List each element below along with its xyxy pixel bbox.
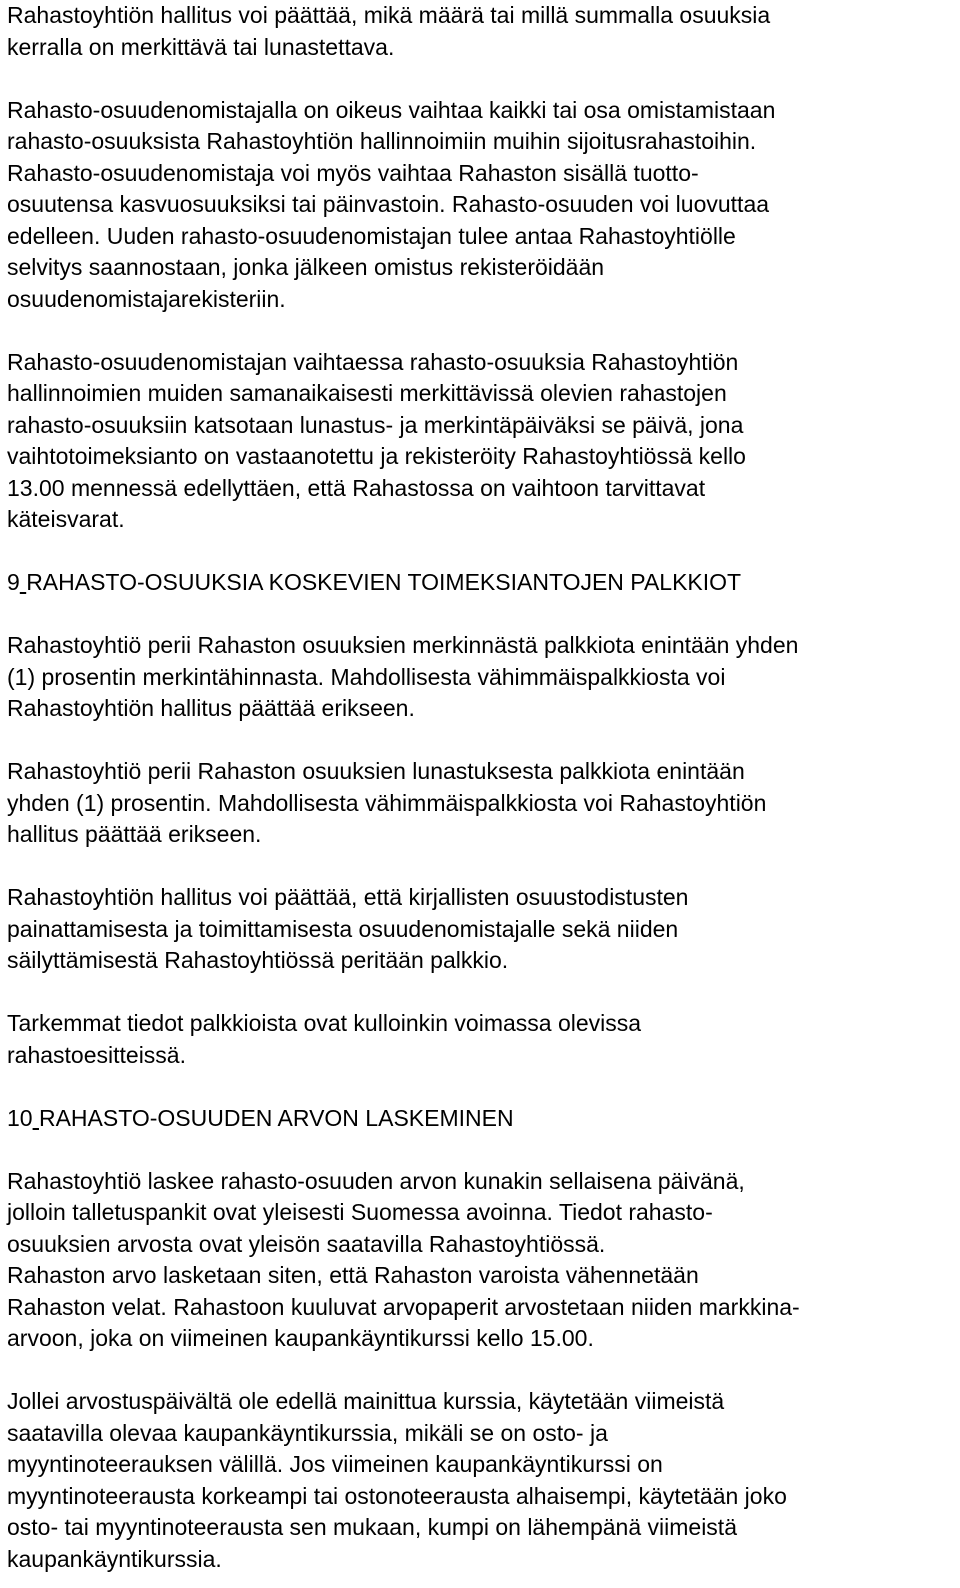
- section-title: RAHASTO-OSUUKSIA KOSKEVIEN TOIMEKSIANTOJEN PALKKIOT: [26, 569, 742, 595]
- text-line: säilyttämisestä Rahastoyhtiössä peritään palkkio.: [7, 947, 509, 973]
- paragraph-gap: [7, 977, 955, 1009]
- text-line: Rahastoyhtiö perii Rahaston osuuksien merkinnästä palkkiota enintään yhden: [7, 632, 799, 658]
- text-line: Rahastoyhtiö laskee rahasto-osuuden arvon kunakin sellaisena päivänä,: [7, 1167, 745, 1194]
- text-line: Rahasto-osuudenomistajan vaihtaessa rahasto-osuuksia Rahastoyhtiön: [7, 348, 739, 375]
- paragraph-gap: [7, 536, 955, 568]
- text-line: Rahasto-osuudenomistaja voi myös vaihtaa Rahaston sisällä tuotto-: [7, 159, 699, 186]
- text-line: osto- tai myyntinoteerausta sen mukaan, kumpi on lähempänä viimeistä: [7, 1514, 737, 1540]
- text-line: Rahastoyhtiön hallitus päättää erikseen.: [7, 695, 415, 721]
- text-line: hallitus päättää erikseen.: [7, 821, 262, 847]
- body-paragraph: [7, 756, 955, 851]
- text-line: Rahastoyhtiön hallitus voi päättää, mikä määrä tai millä summalla osuuksia: [7, 2, 771, 28]
- text-line: myyntinoteerausta korkeampi tai ostonoteerausta alhaisempi, käytetään joko: [7, 1482, 787, 1509]
- paragraph-gap: [7, 851, 955, 883]
- body-paragraph: [7, 1386, 955, 1575]
- paragraph-gap: [7, 1134, 955, 1166]
- body-paragraph: [7, 95, 955, 316]
- text-line: Rahasto-osuudenomistajalla on oikeus vaihtaa kaikki tai osa omistamistaan: [7, 96, 776, 123]
- text-line: osuudenomistajarekisteriin.: [7, 285, 286, 312]
- text-line: (1) prosentin merkintähinnasta. Mahdollisesta vähimmäispalkkiosta voi: [7, 663, 726, 690]
- section-number: 9: [7, 569, 20, 595]
- text-line: osuuksien arvosta ovat yleisön saatavilla Rahastoyhtiössä.: [7, 1230, 606, 1257]
- body-paragraph: [7, 882, 955, 977]
- text-line: Rahaston velat. Rahastoon kuuluvat arvopaperit arvostetaan niiden markkina-: [7, 1293, 800, 1320]
- text-line: osuutensa kasvuosuuksiksi tai päinvastoin. Rahasto-osuuden voi luovuttaa: [7, 191, 770, 217]
- section-heading: [7, 567, 955, 599]
- paragraph-gap: [7, 599, 955, 631]
- paragraph-gap: [7, 315, 955, 347]
- text-line: painattamisesta ja toimittamisesta osuudenomistajalle sekä niiden: [7, 915, 679, 942]
- text-line: Rahastoyhtiö perii Rahaston osuuksien lunastuksesta palkkiota enintään: [7, 758, 745, 784]
- text-line: kaupankäyntikurssia.: [7, 1545, 222, 1572]
- text-line: rahasto-osuuksista Rahastoyhtiön hallinnoimiin muihin sijoitusrahastoihin.: [7, 128, 757, 154]
- text-line: myyntinoteerauksen välillä. Jos viimeinen kaupankäyntikurssi on: [7, 1451, 663, 1477]
- text-line: Rahastoyhtiön hallitus voi päättää, että kirjallisten osuustodistusten: [7, 884, 689, 910]
- paragraph-gap: [7, 1355, 955, 1387]
- paragraph-gap: [7, 725, 955, 757]
- section-number: 10: [7, 1104, 33, 1131]
- text-line: selvitys saannostaan, jonka jälkeen omistus rekisteröidään: [7, 254, 605, 280]
- text-line: edelleen. Uuden rahasto-osuudenomistajan tulee antaa Rahastoyhtiölle: [7, 222, 736, 249]
- section-heading-line: [7, 1103, 955, 1135]
- text-line: saatavilla olevaa kaupankäyntikurssia, mikäli se on osto- ja: [7, 1419, 608, 1446]
- section-heading-line: [7, 567, 955, 599]
- body-paragraph: [7, 0, 955, 63]
- text-line: rahastoesitteissä.: [7, 1041, 186, 1068]
- text-line: yhden (1) prosentin. Mahdollisesta vähimmäispalkkiosta voi Rahastoyhtiön: [7, 789, 767, 816]
- body-paragraph: [7, 1008, 955, 1071]
- body-paragraph: [7, 630, 955, 725]
- text-line: vaihtotoimeksianto on vastaanotettu ja rekisteröity Rahastoyhtiössä kello: [7, 443, 746, 469]
- text-line: jolloin talletuspankit ovat yleisesti Suomessa avoinna. Tiedot rahasto-: [7, 1199, 713, 1225]
- text-line: rahasto-osuuksiin katsotaan lunastus- ja merkintäpäiväksi se päivä, jona: [7, 411, 744, 438]
- text-line: käteisvarat.: [7, 506, 125, 532]
- text-line: kerralla on merkittävä tai lunastettava.: [7, 33, 395, 60]
- section-title: RAHASTO-OSUUDEN ARVON LASKEMINEN: [38, 1104, 514, 1131]
- body-paragraph: [7, 1166, 955, 1355]
- paragraph-gap: [7, 1071, 955, 1103]
- text-line: Jollei arvostuspäivältä ole edellä mainittua kurssia, käytetään viimeistä: [7, 1388, 725, 1414]
- document-page: [7, 0, 955, 1575]
- paragraph-gap: [7, 63, 955, 95]
- text-line: hallinnoimien muiden samanaikaisesti merkittävissä olevien rahastojen: [7, 380, 727, 406]
- section-heading: [7, 1103, 955, 1135]
- text-line: arvoon, joka on viimeinen kaupankäyntikurssi kello 15.00.: [7, 1325, 594, 1351]
- text-line: Tarkemmat tiedot palkkioista ovat kulloinkin voimassa olevissa: [7, 1010, 642, 1036]
- body-paragraph: [7, 347, 955, 536]
- text-line: Rahaston arvo lasketaan siten, että Rahaston varoista vähennetään: [7, 1262, 699, 1288]
- text-line: 13.00 mennessä edellyttäen, että Rahastossa on vaihtoon tarvittavat: [7, 474, 706, 501]
